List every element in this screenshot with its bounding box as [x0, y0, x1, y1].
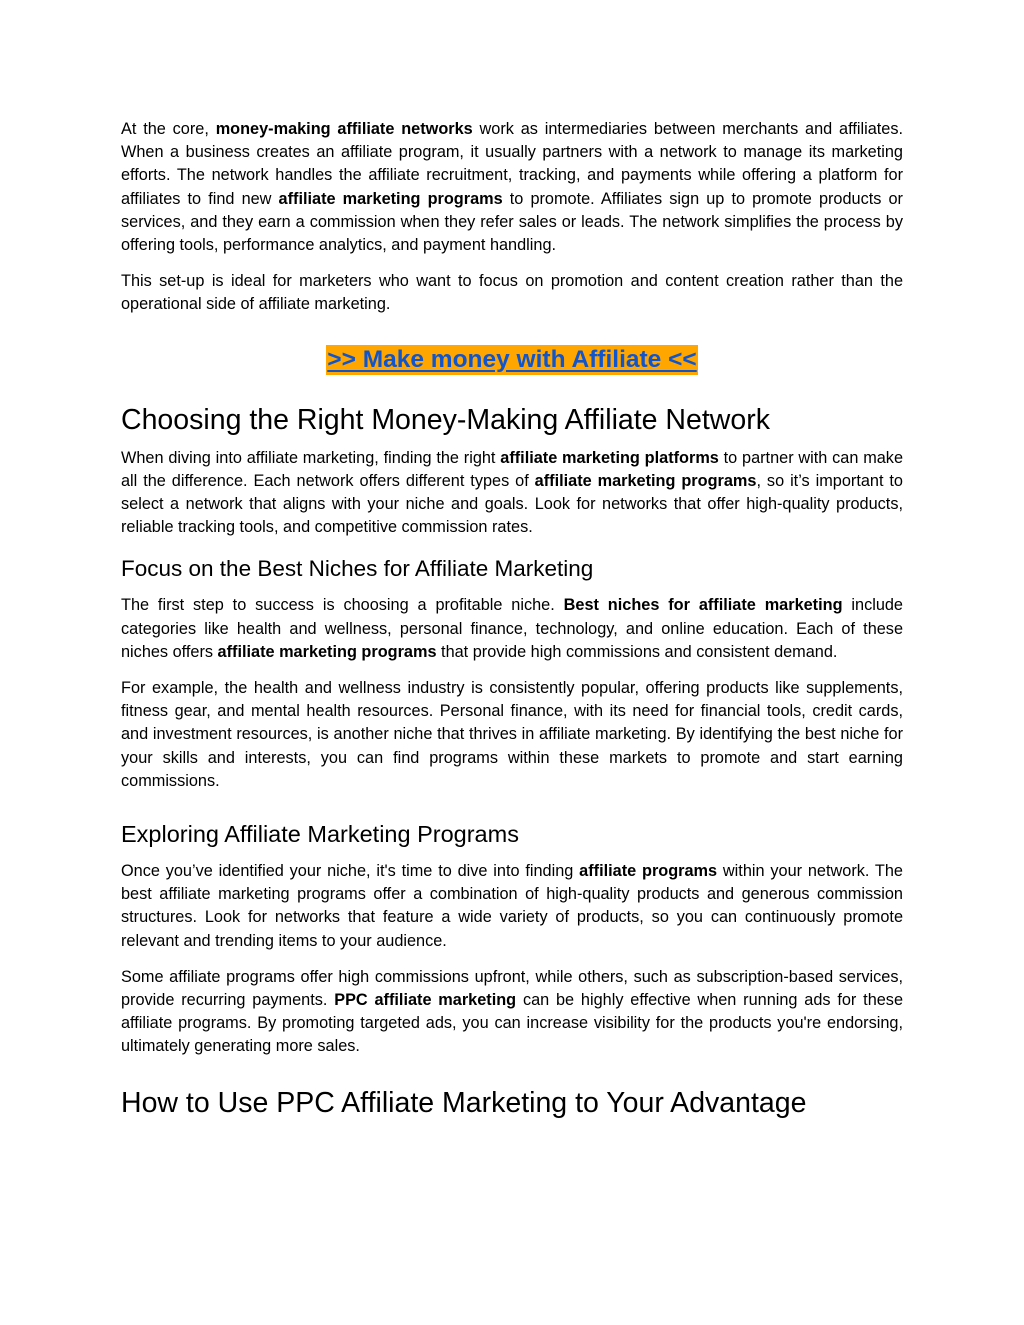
text-run: , so it’s important to select a network that aligns with your niche and goals. Look for networks that offer high-quality products, reliable tracking tools, and competitive commission rates. — [121, 471, 903, 537]
intro-paragraph-1 — [121, 118, 903, 257]
section-heading-choosing-network: Choosing the Right Money-Making Affiliate Network — [121, 403, 770, 436]
text-run: At the core, — [121, 120, 216, 138]
text-run: to partner with can make all the difference. Each network offers different types of — [121, 448, 904, 490]
text-run: that provide high commissions and consistent demand. — [436, 642, 838, 661]
bold-keyword: money-making affiliate networks — [215, 120, 473, 138]
text-run: This set-up is ideal for marketers who want to focus on promotion and content creation rather than the operational side of affiliate marketing. — [121, 272, 903, 314]
text-run: Some affiliate programs offer high commissions upfront, while others, such as subscription-based services, provide recurring payments. — [121, 967, 903, 1010]
section-best-niches-paragraph-1 — [121, 594, 903, 664]
text-run: Once you’ve identified your niche, it's time to dive into finding — [121, 862, 580, 881]
section-choosing-network-paragraph — [121, 447, 903, 540]
section-best-niches-paragraph-2 — [121, 677, 903, 793]
section-exploring-programs-paragraph-2 — [121, 966, 903, 1059]
document-page — [121, 118, 903, 1120]
text-run: within your network. The best affiliate marketing programs offer a combination of high-quality products and generous commission structures. Look for networks that feature a wide variety of products, so you can continuously promote relevant and trending items to your audience. — [121, 862, 903, 950]
make-money-affiliate-link[interactable]: >> Make money with Affiliate << — [327, 345, 697, 373]
text-run: include categories like health and wellness, personal finance, technology, and online education. Each of these niches offers — [121, 596, 903, 661]
bold-keyword: affiliate marketing programs — [278, 189, 503, 208]
bold-keyword: affiliate marketing platforms — [500, 448, 719, 467]
bold-keyword: Best niches for affiliate marketing — [563, 596, 843, 615]
bold-keyword: affiliate marketing programs — [217, 642, 437, 661]
intro-paragraph-2 — [121, 270, 903, 316]
section-heading-exploring-programs: Exploring Affiliate Marketing Programs — [121, 821, 519, 848]
text-run: can be highly effective when running ads for these affiliate programs. By promoting targeted ads, you can increase visibility for the products you're endorsing, ultimately generating more sales. — [121, 991, 904, 1056]
section-exploring-programs-paragraph-1 — [121, 860, 903, 953]
text-run: work as intermediaries between merchants and affiliates. When a business creates an affiliate program, it usually partners with a network to manage its marketing efforts. The network handles the affiliate recruitment, tracking, and payments while offering a platform for affiliates to find new — [121, 120, 903, 208]
text-run: When diving into affiliate marketing, finding the right — [121, 448, 501, 467]
bold-keyword: PPC affiliate marketing — [334, 991, 517, 1010]
bold-keyword: affiliate programs — [579, 862, 718, 881]
text-run: The first step to success is choosing a profitable niche. — [121, 596, 564, 615]
section-heading-best-niches: Focus on the Best Niches for Affiliate Marketing — [121, 556, 594, 582]
section-heading-ppc-advantage: How to Use PPC Affiliate Marketing to Your Advantage — [121, 1086, 807, 1119]
text-run: to promote. Affiliates sign up to promote products or services, and they earn a commission when they refer sales or leads. The network simplifies the process by offering tools, performance analytics, and payment handling. — [121, 189, 903, 255]
bold-keyword: affiliate marketing programs — [534, 471, 757, 490]
text-run: For example, the health and wellness industry is consistently popular, offering products like supplements, fitness gear, and mental health resources. Personal finance, with its need for financial tools, credit cards, and investment resources, is another niche that thrives in affiliate marketing. By identifying the best niche for your skills and interests, you can find programs within these markets to promote and start earning commissions. — [121, 679, 903, 790]
cta-container — [121, 345, 903, 381]
